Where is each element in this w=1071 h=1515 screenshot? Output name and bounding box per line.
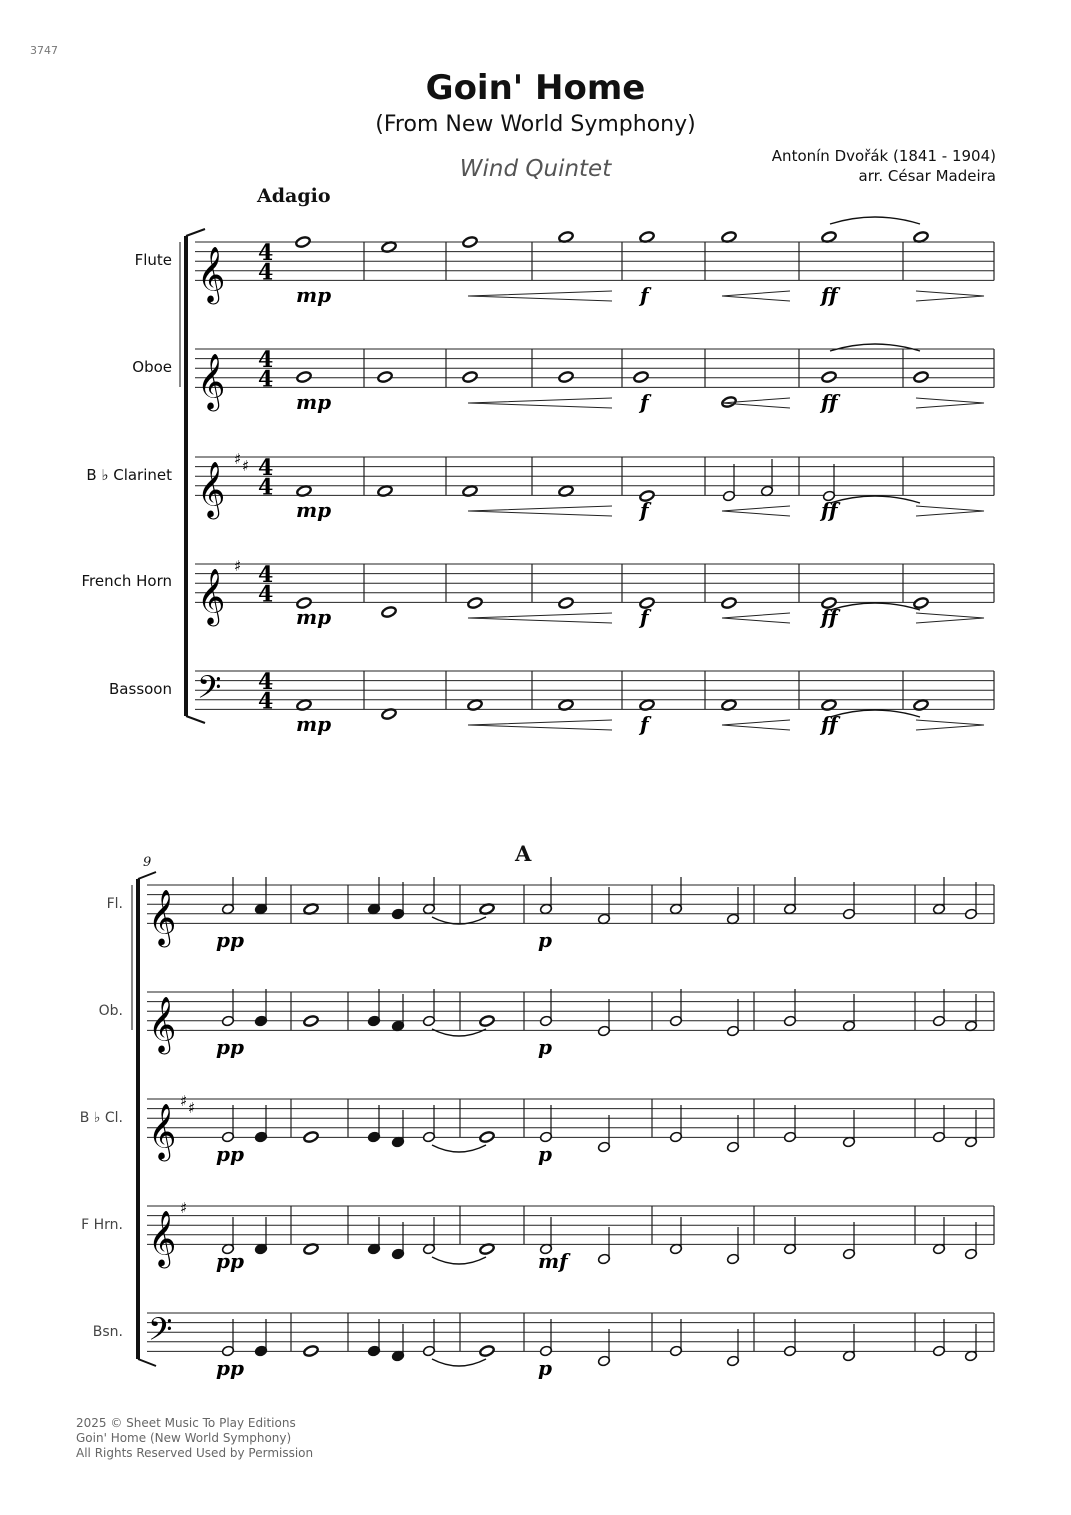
dynamic-mark: f bbox=[640, 390, 649, 414]
tie bbox=[432, 1145, 486, 1152]
system1-note bbox=[377, 371, 393, 384]
system1-timesig-1-num: 4 bbox=[258, 347, 274, 374]
measure-number: 9 bbox=[143, 855, 152, 870]
system1-note bbox=[462, 371, 478, 384]
diminuendo-hairpin bbox=[916, 506, 984, 516]
instrument-name-oboe: Oboe bbox=[132, 358, 172, 376]
instrument-name-horn: French Horn bbox=[81, 572, 172, 590]
crescendo-hairpin bbox=[468, 291, 612, 301]
tie bbox=[830, 344, 920, 351]
piece-title: Goin' Home bbox=[425, 68, 646, 108]
system1-timesig-3-den: 4 bbox=[258, 581, 274, 608]
crescendo-hairpin bbox=[722, 291, 790, 301]
dynamic-mark: pp bbox=[216, 1142, 244, 1166]
system1-note bbox=[721, 231, 737, 244]
dynamic-mark: p bbox=[538, 1142, 552, 1166]
dynamic-mark: f bbox=[640, 498, 649, 522]
footer-line-1: 2025 © Sheet Music To Play Editions bbox=[76, 1416, 296, 1430]
system2-bracket-bottom bbox=[138, 1359, 156, 1366]
dynamic-mark: f bbox=[640, 712, 649, 736]
system1-timesig-0-num: 4 bbox=[258, 240, 274, 267]
system2-note bbox=[479, 1015, 495, 1028]
tie bbox=[830, 496, 920, 503]
system2-clef-3: 𝄞 bbox=[148, 1210, 177, 1267]
tempo-marking: Adagio bbox=[257, 185, 331, 207]
footer-line-3: All Rights Reserved Used by Permission bbox=[76, 1446, 314, 1460]
composer-credit: Antonín Dvořák (1841 - 1904) bbox=[771, 147, 996, 165]
system2-clef-0: 𝄞 bbox=[148, 889, 177, 946]
dynamic-mark: ff bbox=[821, 498, 838, 522]
system1-clef-3: 𝄞 bbox=[197, 568, 226, 625]
dynamic-mark: pp bbox=[216, 1035, 244, 1059]
dynamic-mark: mp bbox=[296, 712, 332, 736]
system1-note bbox=[821, 371, 837, 384]
crescendo-hairpin bbox=[468, 720, 612, 730]
dynamic-mark: p bbox=[538, 1035, 552, 1059]
dynamic-mark: mp bbox=[296, 390, 332, 414]
clarinet-key-sharp-2: ♯ bbox=[242, 457, 250, 475]
system1-timesig-2-den: 4 bbox=[258, 474, 274, 501]
crescendo-hairpin bbox=[722, 506, 790, 516]
system1-note bbox=[381, 606, 397, 619]
system1-timesig-3-num: 4 bbox=[258, 562, 274, 589]
dynamic-mark: mp bbox=[296, 283, 332, 307]
dynamic-mark: f bbox=[640, 283, 649, 307]
system2-note bbox=[303, 1131, 319, 1144]
crescendo-hairpin bbox=[468, 398, 612, 408]
piece-subtitle: (From New World Symphony) bbox=[375, 112, 696, 137]
tie bbox=[432, 1359, 486, 1366]
tie bbox=[830, 603, 920, 610]
system1-note bbox=[296, 371, 312, 384]
tie bbox=[432, 1257, 486, 1264]
clarinet-key-sharp-1: ♯ bbox=[180, 1092, 188, 1110]
system1-note bbox=[633, 371, 649, 384]
system1-clef-4: 𝄢 bbox=[197, 668, 222, 713]
diminuendo-hairpin bbox=[916, 398, 984, 408]
clarinet-key-sharp-2: ♯ bbox=[188, 1099, 196, 1117]
system1-note bbox=[913, 597, 929, 610]
system1-note bbox=[558, 597, 574, 610]
dynamic-mark: f bbox=[640, 605, 649, 629]
system2-clef-4: 𝄢 bbox=[148, 1310, 173, 1355]
system1-timesig-4-den: 4 bbox=[258, 688, 274, 715]
dynamic-mark: pp bbox=[216, 928, 244, 952]
copyright-footer bbox=[76, 1416, 313, 1461]
diminuendo-hairpin bbox=[916, 291, 984, 301]
instrument-abbr-clarinet: B ♭ Cl. bbox=[79, 1110, 123, 1126]
dynamic-mark: mp bbox=[296, 498, 332, 522]
tie bbox=[830, 710, 920, 717]
clarinet-key-sharp-1: ♯ bbox=[234, 450, 242, 468]
system1-note bbox=[913, 231, 929, 244]
system1-bracket-bottom bbox=[186, 716, 205, 723]
system1-note bbox=[558, 371, 574, 384]
dynamic-mark: mf bbox=[538, 1249, 568, 1273]
rehearsal-mark: A bbox=[515, 841, 532, 866]
dynamic-mark: ff bbox=[821, 712, 838, 736]
instrument-abbr-bassoon: Bsn. bbox=[92, 1324, 123, 1340]
page-code: 3747 bbox=[30, 44, 58, 57]
horn-key-sharp: ♯ bbox=[180, 1199, 188, 1217]
arranger-credit: arr. César Madeira bbox=[858, 167, 996, 185]
instrument-name-flute: Flute bbox=[134, 251, 172, 269]
system1-note bbox=[467, 597, 483, 610]
instrument-abbr-oboe: Ob. bbox=[98, 1003, 123, 1019]
dynamic-mark: pp bbox=[216, 1249, 244, 1273]
instrument-name-bassoon: Bassoon bbox=[109, 680, 172, 698]
system2-clef-1: 𝄞 bbox=[148, 996, 177, 1053]
crescendo-hairpin bbox=[468, 613, 612, 623]
system1-clef-0: 𝄞 bbox=[197, 246, 226, 303]
system1-note bbox=[295, 236, 311, 249]
instrument-abbr-flute: Fl. bbox=[106, 896, 123, 912]
system1-timesig-2-num: 4 bbox=[258, 455, 274, 482]
dynamic-mark: pp bbox=[216, 1356, 244, 1380]
crescendo-hairpin bbox=[468, 506, 612, 516]
system1-timesig-0-den: 4 bbox=[258, 259, 274, 286]
crescendo-hairpin bbox=[722, 720, 790, 730]
footer-line-2: Goin' Home (New World Symphony) bbox=[76, 1431, 292, 1445]
tie bbox=[830, 217, 920, 224]
system1-bracket-top bbox=[186, 229, 205, 236]
system2-note bbox=[479, 1131, 495, 1144]
instrument-abbr-horn: F Hrn. bbox=[81, 1217, 123, 1233]
dynamic-mark: mp bbox=[296, 605, 332, 629]
dynamic-mark: ff bbox=[821, 390, 838, 414]
system2-note bbox=[479, 1345, 495, 1358]
system1-note bbox=[639, 231, 655, 244]
system1-clef-1: 𝄞 bbox=[197, 353, 226, 410]
system2-clef-2: 𝄞 bbox=[148, 1103, 177, 1160]
system1-note bbox=[721, 597, 737, 610]
dynamic-mark: p bbox=[538, 1356, 552, 1380]
system2-bracket-top bbox=[138, 872, 156, 879]
system1-note bbox=[913, 371, 929, 384]
crescendo-hairpin bbox=[722, 613, 790, 623]
diminuendo-hairpin bbox=[916, 613, 984, 623]
diminuendo-hairpin bbox=[916, 720, 984, 730]
system1-note bbox=[821, 231, 837, 244]
horn-key-sharp: ♯ bbox=[234, 557, 242, 575]
system2-note bbox=[303, 1015, 319, 1028]
system1-timesig-1-den: 4 bbox=[258, 366, 274, 393]
system1-note bbox=[462, 236, 478, 249]
dynamic-mark: ff bbox=[821, 283, 838, 307]
system1-timesig-4-num: 4 bbox=[258, 669, 274, 696]
instrument-name-clarinet: B ♭ Clarinet bbox=[86, 466, 172, 484]
system1-note bbox=[558, 231, 574, 244]
dynamic-mark: p bbox=[538, 928, 552, 952]
ensemble-label: Wind Quintet bbox=[459, 156, 612, 182]
system1-clef-2: 𝄞 bbox=[197, 461, 226, 518]
dynamic-mark: ff bbox=[821, 605, 838, 629]
system2-note bbox=[303, 1345, 319, 1358]
